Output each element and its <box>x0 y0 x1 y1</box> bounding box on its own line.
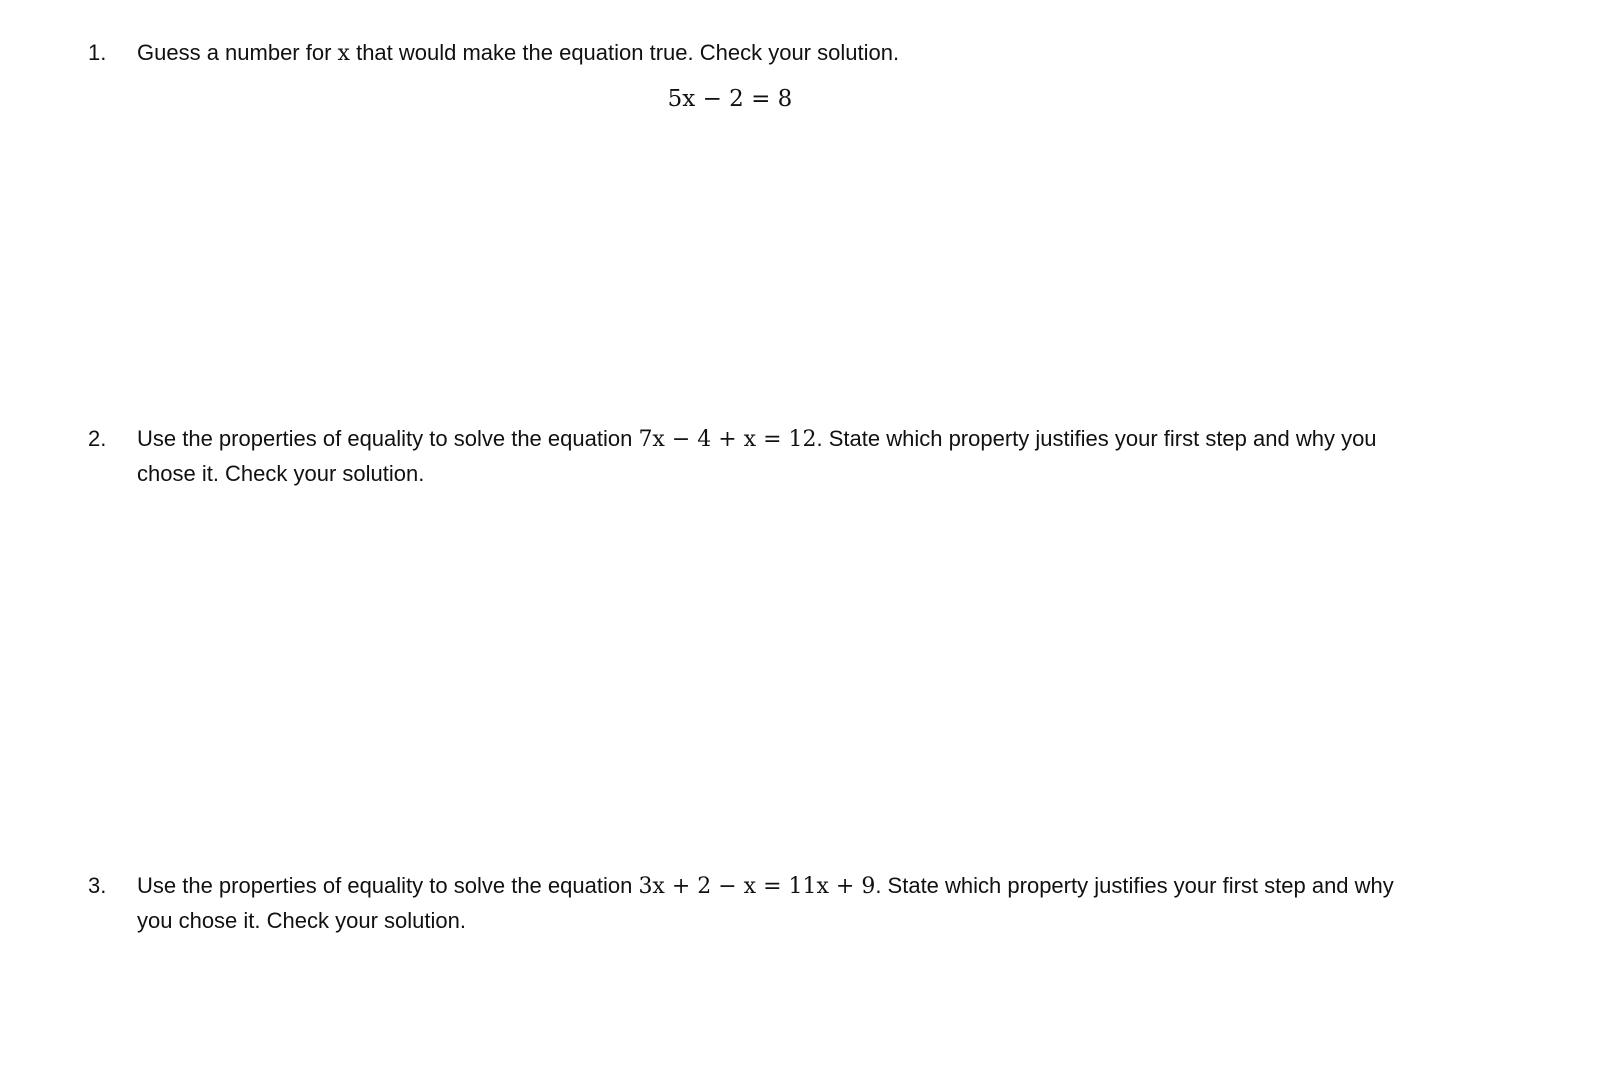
inline-equation: 7x − 4 + x = 12 <box>638 427 817 452</box>
problem-text-after: that would make the equation true. Check your solution. <box>349 40 900 65</box>
inline-equation: 3x + 2 − x = 11x + 9 <box>638 874 876 899</box>
problem-text <box>137 422 1408 491</box>
problem-text-after: . State which property justifies your first step and why you chose it. Check your solution. <box>137 426 1377 486</box>
math-variable: x <box>337 41 350 66</box>
problem-text-before: Use the properties of equality to solve the equation <box>137 873 639 898</box>
problem-2 <box>88 422 1408 491</box>
problem-number: 2. <box>88 426 107 451</box>
problem-1 <box>88 36 1408 71</box>
problem-text-before: Guess a number for <box>137 40 338 65</box>
problem-3 <box>88 869 1408 938</box>
problem-text <box>137 869 1408 938</box>
problem-text-after: . State which property justifies your first step and why you chose it. Check your solution. <box>137 873 1394 933</box>
problem-number: 3. <box>88 873 107 898</box>
problem-text <box>137 36 1408 71</box>
problem-number: 1. <box>88 40 107 65</box>
display-equation: 5x − 2 = 8 <box>667 86 793 112</box>
problem-text-before: Use the properties of equality to solve the equation <box>137 426 639 451</box>
